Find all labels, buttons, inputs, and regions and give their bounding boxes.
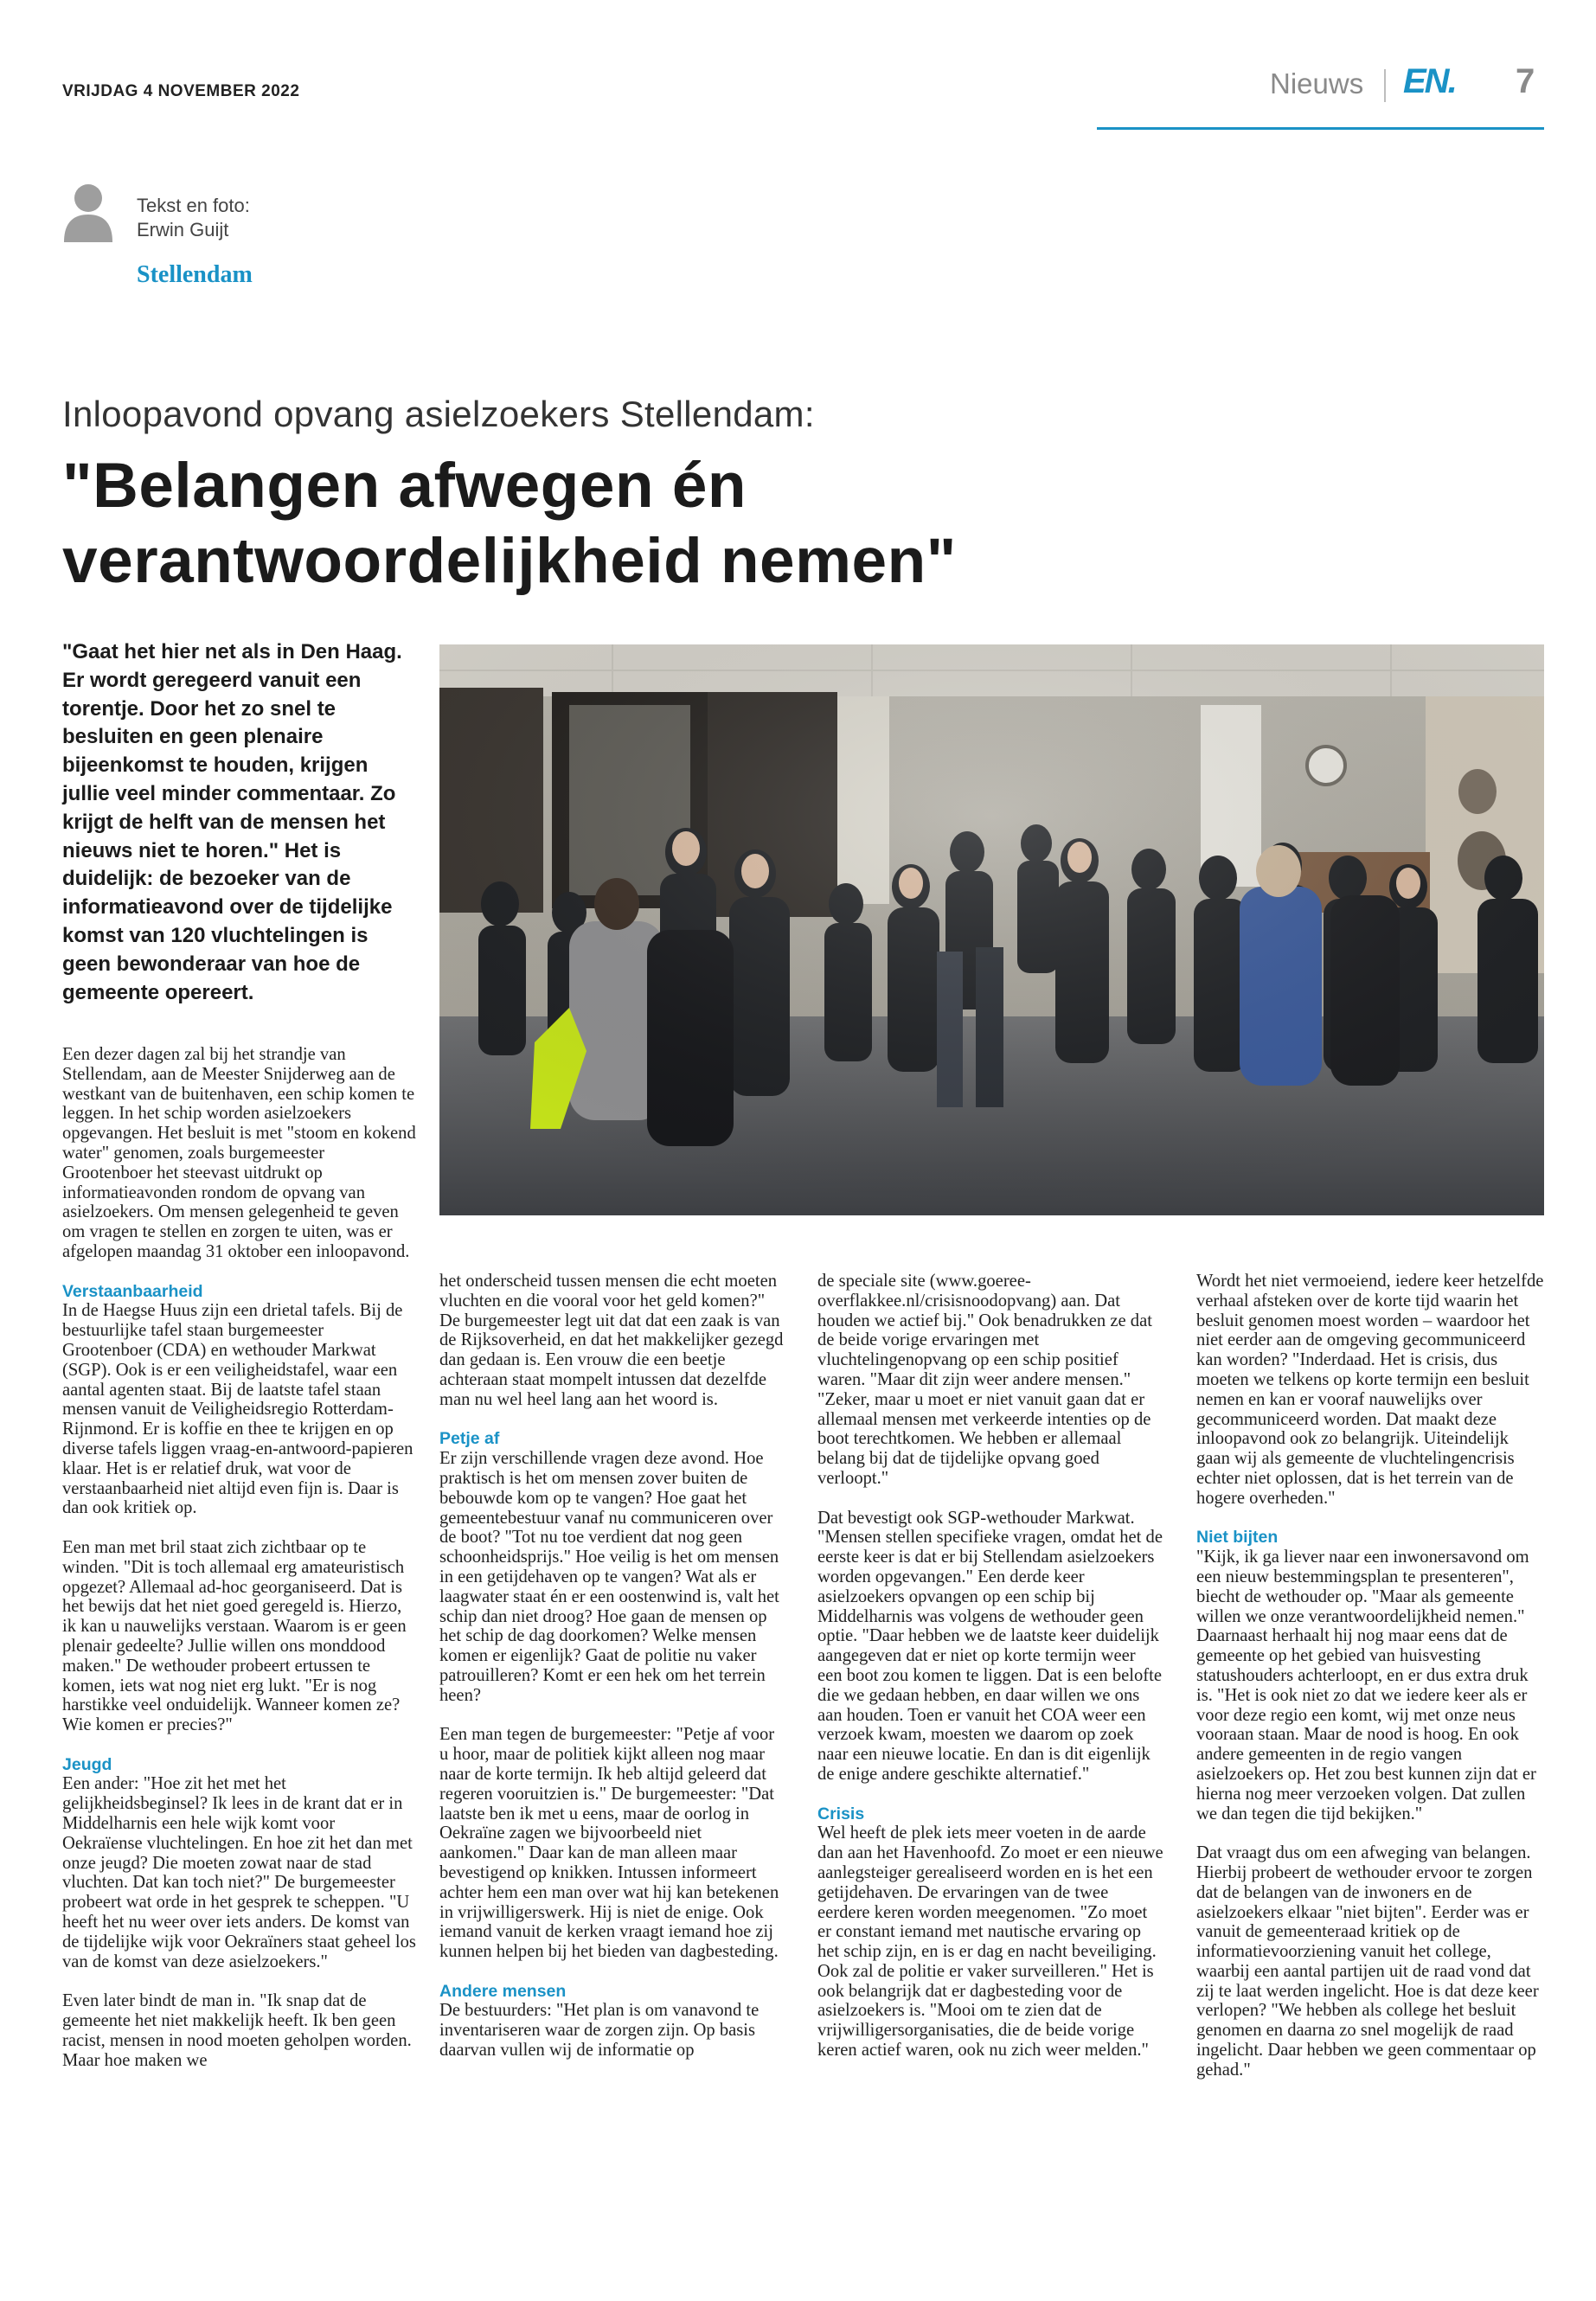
article-column-4: [1196, 1272, 1544, 2099]
author-name: Erwin Guijt: [137, 219, 229, 240]
article-kicker: Inloopavond opvang asielzoekers Stellendam:: [62, 394, 815, 434]
paragraph: Een ander: "Hoe zit het met het gelijkheidsbeginsel? Ik lees in de krant dat er in Middelharnis een hele wijk komt voor Oekraïense vluchtelingen. En hoe zit het dan met onze jeugd? Die moeten zowat naar de stad vluchten. Dat kan toch niet?" De burgemeester probeert wat orde in het gesprek te scheppen. "U heeft het nu weer over iets anders. De komst van de tijdelijke wijk voor Oekraïners staat geheel los van de komst van deze asielzoekers.": [62, 1774, 416, 1971]
subheading: Verstaanbaarheid: [62, 1281, 203, 1301]
paragraph: Dat bevestigt ook SGP-wethouder Markwat. "Mensen stellen specifieke vragen, omdat het de eerste keer is dat er bij Stellendam asielzoekers worden opgevangen." Een derde keer asielzoekers opvangen op een schip bij Middelharnis was volgens de wethouder geen optie. "Daar hebben we de laatste keer duidelijk aangegeven dat er niet op korte termijn weer een boot zou komen te liggen. Dat is een belofte die we gedaan hebben, en daar willen we ons aan houden. Toen er vanuit het COA weer een verzoek kwam, moesten we daarom op zoek naar een nieuwe locatie. En dan is dit eigenlijk de enige andere geschikte alternatief.": [817, 1508, 1163, 1784]
author-credit: [137, 194, 250, 242]
paragraph: Een man tegen de burgemeester: "Petje af voor u hoor, maar de politiek kijkt alleen nog maar naar de korte termijn. Ik heb altijd geleerd dat regeren vooruitzien is." De burgemeester: "Dat laatste ben ik met u eens, maar de oorlog in Oekraïne zagen we bijvoorbeeld niet aankomen." Daar kan de man alleen maar bevestigend op knikken. Intussen informeert achter hem een man over wat hij kan betekenen in vrijwilligerswerk. Hij is niet de enige. Ook iemand vanuit de kerken vraagt iemand hoe zij kunnen helpen bij het bieden van dagbesteding.: [439, 1725, 779, 1962]
credit-label: Tekst en foto:: [137, 195, 250, 216]
paragraph: "Kijk, ik ga liever naar een inwonersavond om een nieuw bestemmingsplan te presenteren", biecht de wethouder op. "Maar als gemeente willen we onze verantwoordelijkheid nemen." Daarnaast herhaalt hij nog maar eens dat de gemeente op het gebied van huisvesting statushouders achterloopt, en er dus extra druk is. "Het is ook niet zo dat we iedere keer als er voor deze regio een komt, wij met onze neus vooraan staan. Maar de nood is hoog. En ook andere gemeenten in de regio vangen asielzoekers op. Het zou best kunnen zijn dat er hierna nog meer verzoeken volgen. Dat zullen we dan tegen die tijd bekijken.": [1196, 1548, 1536, 1823]
page-number: 7: [1516, 62, 1535, 100]
article-column-1: [62, 1045, 417, 2090]
subheading: Jeugd: [62, 1754, 112, 1774]
header-rule: [1097, 127, 1544, 130]
section-label[interactable]: Nieuws: [1270, 67, 1364, 99]
paragraph: De bestuurders: "Het plan is om vanavond te inventariseren waar de zorgen zijn. Op basis daarvan vullen wij de informatie op: [439, 2001, 760, 2061]
paragraph: Even later bindt de man in. "Ik snap dat de gemeente het niet makkelijk heeft. Ik ben geen racist, mensen in nood moeten geholpen worden. Maar hoe maken we: [62, 1991, 412, 2070]
headline-line: "Belangen afwegen én: [62, 451, 747, 521]
paragraph: Dat vraagt dus om een afweging van belangen. Hierbij probeert de wethouder ervoor te zorgen dat de belangen van de inwoners en de asielzoekers elkaar "niet bijten". Eerder was er vanuit de gemeenteraad kritiek op de informatievoorziening vanuit het college, waarbij een aantal partijen uit de raad vond dat zij te laat werden ingelicht. Hoe is dat deze keer verlopen? "We hebben als college het besluit genomen en daarna zo snel mogelijk de raad ingelicht. Daar hebben we geen commentaar op gehad.": [1196, 1843, 1539, 2080]
subheading: Niet bijten: [1196, 1528, 1279, 1548]
article-headline: [62, 448, 1187, 599]
person-silhouette-icon: [62, 182, 114, 242]
publication-date: VRIJDAG 4 NOVEMBER 2022: [62, 82, 300, 100]
paragraph: Wel heeft de plek iets meer voeten in de aarde dan aan het Havenhoofd. Zo moet er een nieuwe aanlegsteiger gerealiseerd worden en is het een getijdehaven. De ervaringen van de twee eerdere keren worden meegenomen. "Zo moet er constant iemand met nautische ervaring op het schip zijn, en is er dag en nacht beveiliging. Ook zal de politie er vaker surveilleren." Het is ook belangrijk dat er dagbesteding voor de asielzoekers is. "Mooi om te zien dat de vrijwilligersorganisaties, die de beide vorige keren actief waren, ook nu zich weer melden.": [817, 1823, 1163, 2061]
meeting-crowd-photo: [439, 644, 1544, 1215]
subheading: Crisis: [817, 1804, 865, 1823]
header-divider: [1384, 69, 1386, 102]
paragraph: In de Haegse Huus zijn een drietal tafels. Bij de bestuurlijke tafel staan burgemeester Grootenboer (CDA) en wethouder Markwat (SGP). Ook is er een veiligheidstafel, waar een aantal agenten staat. Bij de laatste tafel staan mensen vanuit de Veiligheidsregio Rotterdam-Rijnmond. Er is koffie en thee te krijgen en op diverse tafels liggen vraag-en-antwoord-papieren klaar. Het is er relatief druk, wat voor de verstaanbaarheid niet altijd even fijn is. Daar is dan ook kritiek op.: [62, 1301, 413, 1518]
paragraph: Een man met bril staat zich zichtbaar op te winden. "Dit is toch allemaal erg amateuristisch opgezet? Allemaal ad-hoc georganiseerd. Dat is het bewijs dat het niet goed geregeld is. Hierzo, ik kan u nauwelijks verstaan. Waarom is er geen plenair gedeelte? Jullie willen ons monddood maken." De wethouder probeert ertussen te komen, iets wat nog niet erg lukt. "Er is nog harstikke veel onduidelijk. Wanneer komen ze? Wie komen er precies?": [62, 1537, 407, 1735]
subheading: Petje af: [439, 1429, 500, 1449]
article-lead: "Gaat het hier net als in Den Haag. Er wordt geregeerd vanuit een torentje. Door het zo snel te besluiten en geen plenaire bijeenkomst te houden, krijgen jullie veel minder commentaar. Zo krijgt de helft van de mensen het nieuws niet te horen." Het is duidelijk: de bezoeker van de informatieavond over de tijdelijke komst van 120 vluchtelingen is geen bewonderaar van hoe de gemeente opereert.: [62, 640, 402, 1004]
paragraph: Een dezer dagen zal bij het strandje van Stellendam, aan de Meester Snijderweg aan de westkant van de buitenhaven, een schip komen te leggen. In het schip worden asielzoekers opgevangen. Het besluit is met "stoom en kokend water" genomen, zoals burgemeester Grootenboer het steevast uitdrukt op informatieavonden rondom de opvang van asielzoekers. Om mensen gelegenheid te geven om vragen te stellen en zorgen te uiten, was er afgelopen maandag 31 oktober een inloopavond.: [62, 1045, 416, 1261]
brand-logo[interactable]: EN.: [1403, 62, 1456, 100]
paragraph: de speciale site (www.goeree-overflakkee.nl/crisisnoodopvang) aan. Dat houden we actief bij." Ook benadrukken ze dat de beide vorige ervaringen met vluchtelingenopvang op een schip positief waren. "Maar dit zijn weer andere mensen." "Zeker, maar u moet er niet vanuit gaan dat er allemaal mensen met verkeerde intenties op de boot terechtkomen. We hebben er allemaal belang bij dat de tijdelijke opvang goed verloopt.": [817, 1272, 1152, 1488]
paragraph: Wordt het niet vermoeiend, iedere keer hetzelfde verhaal afsteken over de korte tijd waarin het besluit genomen moest worden – waardoor het niet eerder aan de omgeving gecommuniceerd kan worden? "Inderdaad. Het is crisis, dus moeten we telkens op korte termijn een besluit nemen en kan er vooraf nauwelijks over gecommuniceerd worden. Dat maakt deze inloopavond ook zo belangrijk. Uiteindelijk gaan wij als gemeente de vluchtelingencrisis echter niet oplossen, dat is het terrein van de hogere overheden.": [1196, 1272, 1544, 1508]
dateline-location: Stellendam: [137, 261, 253, 288]
headline-line: verantwoordelijkheid nemen": [62, 526, 957, 596]
paragraph: het onderscheid tussen mensen die echt moeten vluchten en die vooral voor het geld komen?" De burgemeester legt uit dat dat een zaak is van de Rijksoverheid, en dat het makkelijker gezegd dan gedaan is. Een vrouw die een beetje achteraan staat mompelt intussen dat dezelfde man nu wel heel lang aan het woord is.: [439, 1272, 784, 1409]
subheading: Andere mensen: [439, 1981, 567, 2001]
article-column-3: [817, 1272, 1163, 2080]
article-column-2: [439, 1272, 785, 2080]
paragraph: Er zijn verschillende vragen deze avond. Hoe praktisch is het om mensen zover buiten de bebouwde kom op te vangen? Hoe gaat het gemeentebestuur vanaf nu communiceren over de boot? "Tot nu toe verdient dat nog geen schoonheidsprijs." Hoe veilig is het om mensen in een getijdehaven op te vangen? Wat als er laagwater staat én er een oostenwind is, valt het schip dan niet droog? Hoe gaan de mensen op het schip de dag doorkomen? Welke mensen komen er eigenlijk? Gaat de politie nu vaker patrouilleren? Komt er een hek om het terrein heen?: [439, 1449, 779, 1705]
